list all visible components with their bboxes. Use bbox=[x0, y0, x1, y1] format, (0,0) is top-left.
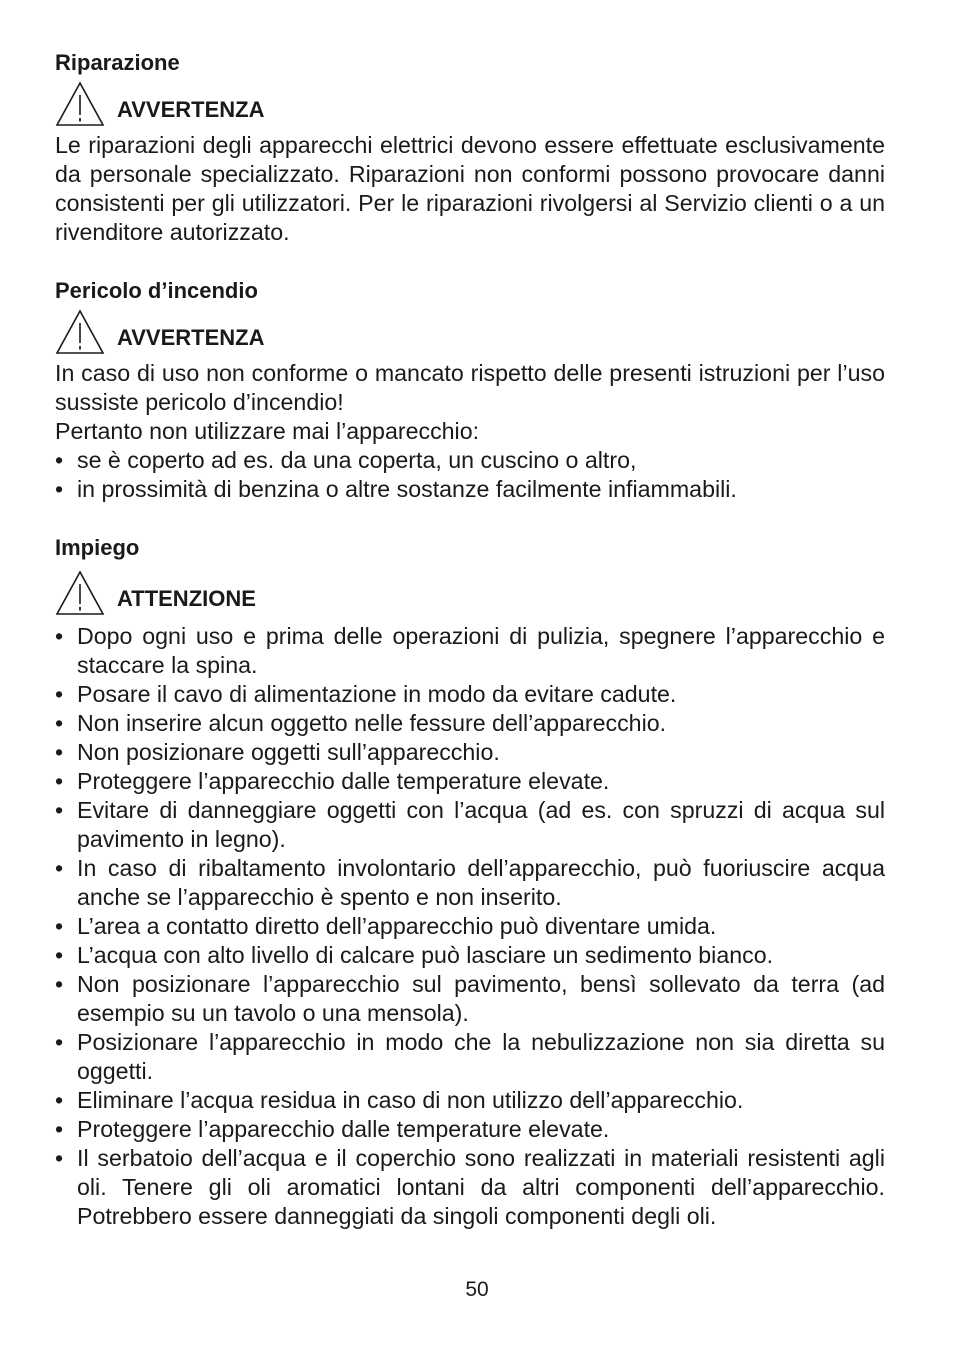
warning-row bbox=[55, 79, 885, 129]
page-number: 50 bbox=[465, 1278, 489, 1301]
spacer bbox=[55, 504, 885, 533]
list-item bbox=[55, 970, 885, 1028]
spacer bbox=[55, 247, 885, 276]
list-item bbox=[55, 796, 885, 854]
list-item-text: Dopo ogni uso e prima delle operazioni di pulizia, spegnere l’apparecchio e staccare la spina. bbox=[77, 623, 885, 678]
bullet-icon: • bbox=[55, 447, 64, 473]
document-page bbox=[55, 48, 885, 1231]
bullet-icon: • bbox=[55, 971, 64, 997]
list-item bbox=[55, 912, 885, 941]
paragraph: Le riparazioni degli apparecchi elettrici devono essere effettuate esclusivamente da personale specializzato. Riparazioni non conformi possono provocare danni consistenti per gli utilizzatori. Per le riparazioni rivolgersi al Servizio clienti o a un rivenditore autorizzato. bbox=[55, 132, 885, 245]
list-item-text: In caso di ribaltamento involontario dell’apparecchio, può fuoriuscire acqua anche se l’apparecchio è spento e non inserito. bbox=[77, 855, 885, 910]
list-item-text: in prossimità di benzina o altre sostanze facilmente infiammabili. bbox=[77, 476, 737, 502]
list-item-text: Non posizionare oggetti sull’apparecchio. bbox=[77, 739, 500, 765]
list-item-text: Eliminare l’acqua residua in caso di non utilizzo dell’apparecchio. bbox=[77, 1087, 744, 1113]
list-item-text: Proteggere l’apparecchio dalle temperature elevate. bbox=[77, 768, 610, 794]
bullet-icon: • bbox=[55, 1087, 64, 1113]
bullet-list bbox=[55, 622, 885, 1231]
list-item-text: L’acqua con alto livello di calcare può lasciare un sedimento bianco. bbox=[77, 942, 774, 968]
list-item bbox=[55, 446, 885, 475]
list-item-text: Posizionare l’apparecchio in modo che la nebulizzazione non sia diretta su oggetti. bbox=[77, 1029, 885, 1084]
warning-label: ATTENZIONE bbox=[117, 585, 256, 611]
list-item bbox=[55, 1144, 885, 1231]
bullet-icon: • bbox=[55, 1145, 64, 1171]
list-item bbox=[55, 475, 885, 504]
list-item bbox=[55, 738, 885, 767]
warning-triangle-icon bbox=[55, 81, 105, 127]
bullet-icon: • bbox=[55, 476, 64, 502]
bullet-list bbox=[55, 446, 885, 504]
bullet-icon: • bbox=[55, 855, 64, 881]
bullet-icon: • bbox=[55, 623, 64, 649]
list-item-text: Non inserire alcun oggetto nelle fessure dell’apparecchio. bbox=[77, 710, 667, 736]
bullet-icon: • bbox=[55, 942, 64, 968]
bullet-icon: • bbox=[55, 1029, 64, 1055]
warning-label: AVVERTENZA bbox=[117, 324, 265, 350]
bullet-icon: • bbox=[55, 739, 64, 765]
paragraph: In caso di uso non conforme o mancato rispetto delle presenti istruzioni per l’uso sussiste pericolo d’incendio! bbox=[55, 360, 885, 415]
section-title: Riparazione bbox=[55, 50, 180, 75]
section-title: Pericolo d’incendio bbox=[55, 278, 258, 303]
list-item bbox=[55, 854, 885, 912]
list-item bbox=[55, 680, 885, 709]
bullet-icon: • bbox=[55, 681, 64, 707]
list-item bbox=[55, 622, 885, 680]
warning-label: AVVERTENZA bbox=[117, 96, 265, 122]
warning-row bbox=[55, 307, 885, 357]
warning-triangle-icon bbox=[55, 309, 105, 355]
list-item-text: se è coperto ad es. da una coperta, un cuscino o altro, bbox=[77, 447, 637, 473]
list-item-text: Non posizionare l’apparecchio sul pavimento, bensì sollevato da terra (ad esempio su un tavolo o una mensola). bbox=[77, 971, 885, 1026]
bullet-icon: • bbox=[55, 913, 64, 939]
list-item-text: Evitare di danneggiare oggetti con l’acqua (ad es. con spruzzi di acqua sul pavimento in legno). bbox=[77, 797, 885, 852]
list-item-text: Il serbatoio dell’acqua e il coperchio sono realizzati in materiali resistenti agli oli. Tenere gli oli aromatici lontani da altri componenti dell’apparecchio. Potrebbero essere danneggiati da singoli componenti degli oli. bbox=[77, 1145, 885, 1229]
list-item-text: L’area a contatto diretto dell’apparecchio può diventare umida. bbox=[77, 913, 717, 939]
section-title: Impiego bbox=[55, 535, 140, 560]
list-item bbox=[55, 1028, 885, 1086]
warning-triangle-icon bbox=[55, 570, 105, 616]
bullet-icon: • bbox=[55, 797, 64, 823]
section-pericolo-incendio bbox=[55, 276, 885, 504]
section-riparazione bbox=[55, 48, 885, 247]
bullet-icon: • bbox=[55, 1116, 64, 1142]
list-item bbox=[55, 941, 885, 970]
bullet-icon: • bbox=[55, 710, 64, 736]
paragraph: Pertanto non utilizzare mai l’apparecchio: bbox=[55, 418, 480, 444]
section-impiego bbox=[55, 533, 885, 1231]
list-item bbox=[55, 1115, 885, 1144]
list-item-text: Posare il cavo di alimentazione in modo da evitare cadute. bbox=[77, 681, 677, 707]
list-item bbox=[55, 767, 885, 796]
warning-row bbox=[55, 568, 885, 618]
list-item-text: Proteggere l’apparecchio dalle temperature elevate. bbox=[77, 1116, 610, 1142]
list-item bbox=[55, 1086, 885, 1115]
list-item bbox=[55, 709, 885, 738]
bullet-icon: • bbox=[55, 768, 64, 794]
